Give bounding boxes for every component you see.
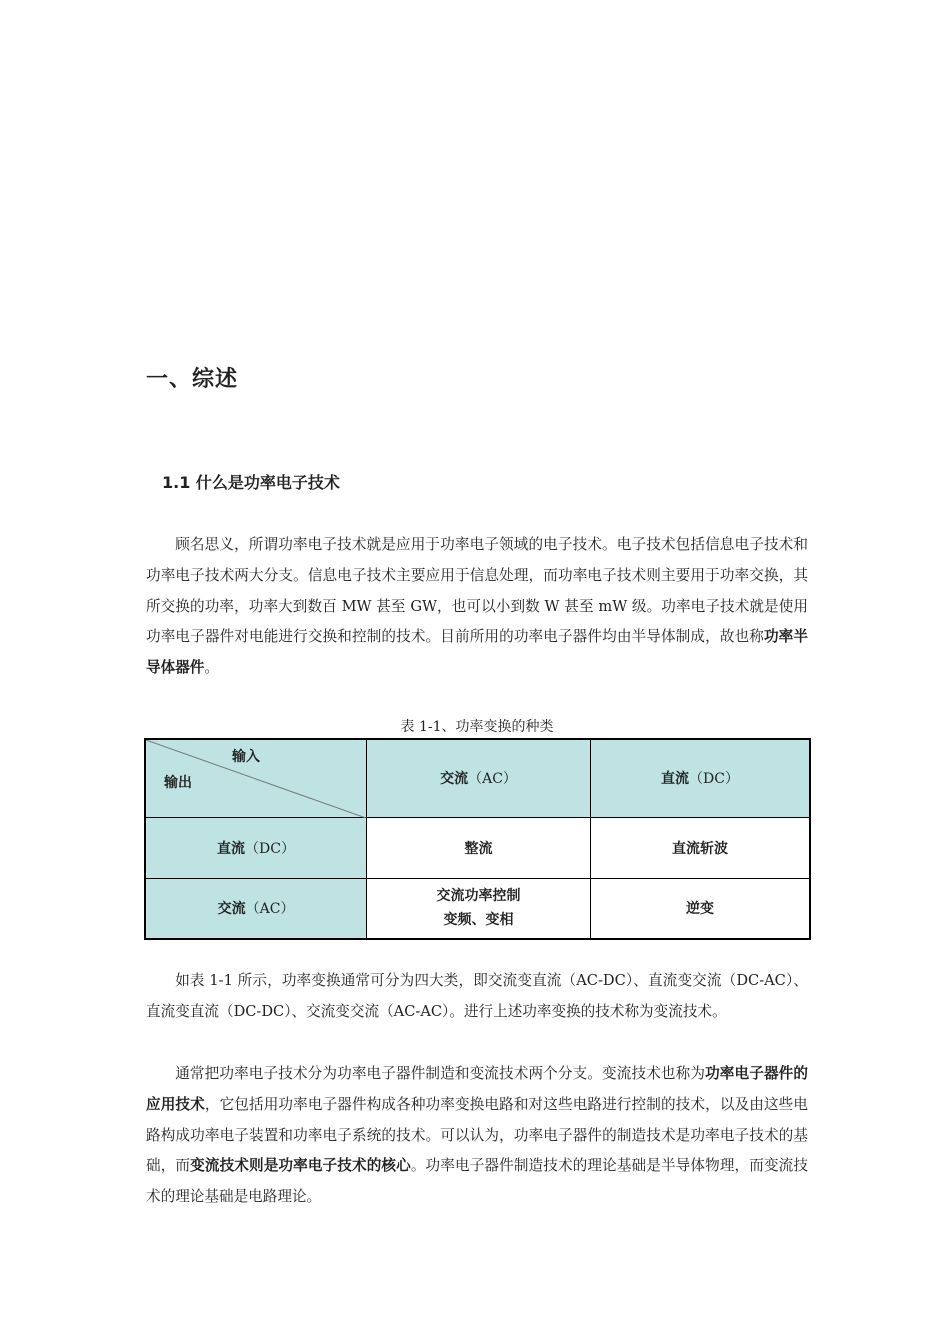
subsection-heading: 1.1 什么是功率电子技术 (162, 473, 340, 492)
bold-term-power-semiconductor: 功率半导体器件 (146, 628, 808, 677)
col-header-ac: 交流（AC） (367, 739, 591, 817)
power-conversion-table (144, 738, 811, 940)
branches-paragraph: 通常把功率电子技术分为功率电子器件制造和变流技术两个分支。变流技术也称为功率电子器件的应用技术，它包括用功率电子器件构成各种功率变换电路和对这些电路进行控制的技术，以及由这些电路构成功率电子装置和功率电子系统的技术。可以认为，功率电子器件的制造技术是功率电子技术的基础，而变流技术则是功率电子技术的核心。功率电子器件制造技术的理论基础是半导体物理，而变流技术的理论基础是电路理论。 (146, 1065, 808, 1206)
col-header-dc: 直流（DC） (591, 739, 811, 817)
cell-inversion: 逆变 (591, 878, 811, 939)
table-corner-cell (145, 739, 367, 817)
cell-dc-chopper: 直流斩波 (591, 817, 811, 878)
bold-term-application-technology: 功率电子器件的应用技术 (146, 1065, 808, 1113)
row-header-ac: 交流（AC） (145, 878, 367, 939)
conversion-types-paragraph: 如表 1-1 所示，功率变换通常可分为四大类，即交流变直流（AC-DC）、直流变交流（DC-AC）、直流变直流（DC-DC）、交流变交流（AC-AC）。进行上述功率变换的技术称为变流技术。 (146, 972, 808, 1020)
intro-paragraph: 顾名思义，所谓功率电子技术就是应用于功率电子领域的电子技术。电子技术包括信息电子技术和功率电子技术两大分支。信息电子技术主要应用于信息处理，而功率电子技术则主要用于功率交换，其所交换的功率，功率大到数百 MW 甚至 GW，也可以小到数 W 甚至 mW 级。功率电子技术就是使用功率电子器件对电能进行交换和控制的技术。目前所用的功率电子器件均由半导体制成，故也称功率半导体器件。 (146, 536, 808, 677)
row-header-dc: 直流（DC） (145, 817, 367, 878)
cell-ac-power-control: 交流功率控制 变频、变相 (367, 878, 591, 939)
header-input-label: 输入 (232, 749, 260, 765)
bold-term-core: 变流技术则是功率电子技术的核心 (190, 1157, 411, 1175)
cell-rectification: 整流 (367, 817, 591, 878)
header-output-label: 输出 (164, 775, 192, 791)
table-caption: 表 1-1、功率变换的种类 (400, 719, 554, 735)
section-heading: 一、综述 (146, 367, 239, 392)
